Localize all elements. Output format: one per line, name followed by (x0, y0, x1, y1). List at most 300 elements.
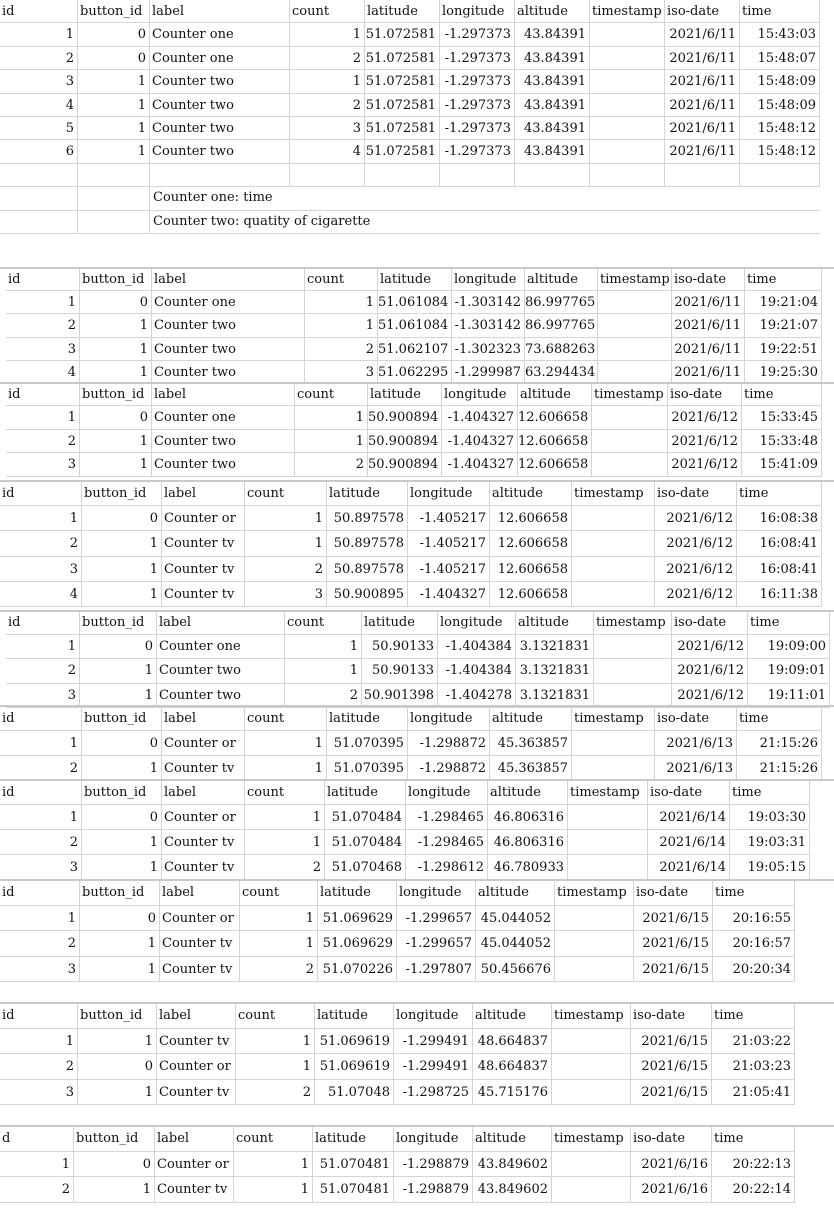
cell-label: Counter or (157, 1054, 236, 1080)
cell-longitude: -1.297373 (440, 140, 515, 163)
cell-timestamp (590, 47, 665, 70)
empty-cell (665, 187, 740, 210)
block-divider (0, 1002, 834, 1004)
empty-cell (665, 211, 740, 234)
cell-time: 15:43:03 (740, 23, 820, 46)
cell-button-id: 0 (82, 506, 162, 531)
table-header-row (0, 880, 834, 906)
header-label: label (157, 611, 285, 635)
cell-altitude: 43.84391 (515, 117, 590, 140)
table-row (0, 94, 834, 117)
header-altitude: altitude (518, 383, 592, 406)
cell-time: 15:48:07 (740, 47, 820, 70)
cell-timestamp (598, 314, 672, 337)
table-row (0, 531, 834, 556)
cell-button-id: 1 (80, 361, 152, 384)
cell-altitude: 12.606658 (518, 453, 592, 476)
cell-button-id: 0 (78, 23, 150, 46)
table-row (0, 635, 834, 659)
header-latitude: latitude (362, 611, 438, 635)
cell-label: Counter tv (157, 1080, 236, 1106)
cell-label: Counter two (150, 94, 290, 117)
block-divider (0, 779, 834, 781)
cell-timestamp (552, 1177, 631, 1203)
header-time: time (740, 0, 820, 23)
cell-altitude: 45.715176 (473, 1080, 552, 1106)
table-row (0, 453, 834, 476)
cell-button-id: 1 (78, 140, 150, 163)
table-header-row (0, 611, 834, 635)
table-row (0, 117, 834, 140)
cell-label: Counter tv (157, 1029, 236, 1055)
cell-longitude: -1.405217 (408, 531, 490, 556)
cell-button-id: 1 (82, 531, 162, 556)
table-header-row (0, 780, 834, 805)
cell-iso-date: 2021/6/12 (668, 453, 742, 476)
cell-latitude: 50.897578 (327, 557, 408, 582)
table-row (0, 855, 834, 880)
cell-latitude: 51.070395 (327, 731, 408, 756)
cell-latitude: 51.070484 (325, 805, 406, 830)
cell-timestamp (552, 1054, 631, 1080)
cell-iso-date: 2021/6/13 (655, 731, 737, 756)
cell-longitude: -1.299987 (452, 361, 525, 384)
cell-id: 2 (0, 531, 82, 556)
header-id: id (0, 706, 82, 731)
cell-label: Counter tv (162, 531, 245, 556)
table-row (0, 731, 834, 756)
header-longitude: longitude (397, 880, 476, 906)
header-iso-date: iso-date (655, 481, 737, 506)
block-divider (0, 480, 834, 482)
cell-longitude: -1.297373 (440, 117, 515, 140)
cell-iso-date: 2021/6/11 (665, 117, 740, 140)
cell-altitude: 43.84391 (515, 140, 590, 163)
cell-longitude: -1.298872 (408, 731, 490, 756)
header-latitude: latitude (327, 706, 408, 731)
header-latitude: latitude (368, 383, 442, 406)
header-timestamp: timestamp (568, 780, 648, 805)
cell-id: 4 (6, 361, 80, 384)
cell-altitude: 45.363857 (490, 756, 572, 781)
cell-label: Counter one (150, 23, 290, 46)
cell-button-id: 1 (80, 931, 160, 957)
header-latitude: latitude (313, 1126, 394, 1152)
header-latitude: latitude (315, 1003, 394, 1029)
cell-latitude: 51.062107 (378, 338, 452, 361)
cell-altitude: 48.664837 (473, 1054, 552, 1080)
table-row (0, 830, 834, 855)
cell-longitude: -1.298465 (406, 805, 488, 830)
empty-cell (590, 211, 665, 234)
header-altitude: altitude (473, 1003, 552, 1029)
cell-altitude: 43.849602 (473, 1177, 552, 1203)
cell-label: Counter tv (160, 957, 240, 983)
table-row (0, 557, 834, 582)
cell-latitude: 51.072581 (365, 23, 440, 46)
header-timestamp: timestamp (594, 611, 672, 635)
cell-latitude: 50.90133 (362, 659, 438, 683)
cell-id: 3 (0, 1080, 78, 1106)
header-id: id (0, 880, 80, 906)
cell-time: 15:48:12 (740, 140, 820, 163)
cell-iso-date: 2021/6/15 (631, 1054, 712, 1080)
empty-cell (78, 164, 150, 187)
cell-iso-date: 2021/6/12 (668, 406, 742, 429)
header-count: count (290, 0, 365, 23)
cell-altitude: 63.294434 (525, 361, 598, 384)
cell-time: 21:03:23 (712, 1054, 795, 1080)
cell-latitude: 51.069619 (315, 1029, 394, 1055)
cell-iso-date: 2021/6/12 (655, 506, 737, 531)
header-time: time (745, 268, 822, 291)
block-divider (0, 267, 834, 269)
cell-longitude: -1.298725 (394, 1080, 473, 1106)
cell-latitude: 51.072581 (365, 140, 440, 163)
cell-longitude: -1.404384 (438, 635, 516, 659)
cell-timestamp (568, 830, 648, 855)
header-iso-date: iso-date (631, 1003, 712, 1029)
cell-timestamp (572, 557, 655, 582)
header-altitude: altitude (473, 1126, 552, 1152)
cell-time: 20:20:34 (713, 957, 795, 983)
header-id: id (6, 268, 80, 291)
cell-count: 1 (236, 1029, 315, 1055)
cell-iso-date: 2021/6/15 (634, 957, 713, 983)
cell-timestamp (552, 1152, 631, 1178)
cell-label: Counter two (150, 70, 290, 93)
cell-id: 1 (0, 731, 82, 756)
cell-id: 2 (0, 1177, 74, 1203)
cell-latitude: 50.897578 (327, 531, 408, 556)
cell-timestamp (590, 70, 665, 93)
data-table-1 (0, 0, 834, 234)
table-row (0, 1152, 834, 1178)
cell-timestamp (572, 756, 655, 781)
cell-longitude: -1.299491 (394, 1029, 473, 1055)
header-id: id (0, 481, 82, 506)
cell-latitude: 51.069629 (318, 906, 397, 932)
cell-latitude: 50.900894 (368, 430, 442, 453)
cell-label: Counter or (162, 506, 245, 531)
cell-id: 1 (0, 805, 82, 830)
header-iso-date: iso-date (631, 1126, 712, 1152)
table-row (0, 314, 834, 337)
header-timestamp: timestamp (555, 880, 634, 906)
empty-cell (665, 164, 740, 187)
cell-count: 1 (245, 830, 325, 855)
cell-altitude: 43.84391 (515, 94, 590, 117)
cell-longitude: -1.297373 (440, 47, 515, 70)
cell-latitude: 51.070481 (313, 1177, 394, 1203)
header-button-id: button_id (74, 1126, 155, 1152)
cell-count: 2 (290, 94, 365, 117)
table-header-row (0, 481, 834, 506)
header-latitude: latitude (318, 880, 397, 906)
cell-button-id: 1 (82, 830, 162, 855)
cell-count: 1 (285, 635, 362, 659)
data-table-10 (0, 1126, 834, 1203)
cell-time: 15:33:48 (742, 430, 822, 453)
cell-iso-date: 2021/6/16 (631, 1177, 712, 1203)
cell-altitude: 3.1321831 (516, 684, 594, 708)
header-altitude: altitude (490, 706, 572, 731)
header-time: time (712, 1003, 795, 1029)
table-row (0, 931, 834, 957)
cell-count: 1 (245, 805, 325, 830)
header-latitude: latitude (365, 0, 440, 23)
cell-longitude: -1.297373 (440, 94, 515, 117)
table-header-row (0, 1003, 834, 1029)
empty-cell (440, 164, 515, 187)
cell-count: 1 (290, 70, 365, 93)
empty-cell (365, 211, 440, 234)
header-timestamp: timestamp (552, 1126, 631, 1152)
cell-time: 19:09:01 (748, 659, 830, 683)
cell-count: 1 (245, 506, 327, 531)
cell-button-id: 1 (80, 430, 152, 453)
cell-longitude: -1.299657 (397, 931, 476, 957)
header-timestamp: timestamp (572, 481, 655, 506)
cell-iso-date: 2021/6/12 (655, 531, 737, 556)
header-longitude: longitude (440, 0, 515, 23)
header-time: time (737, 706, 822, 731)
cell-iso-date: 2021/6/11 (672, 291, 745, 314)
cell-id: 3 (6, 684, 80, 708)
header-iso-date: iso-date (672, 611, 748, 635)
table-row (0, 70, 834, 93)
header-altitude: altitude (490, 481, 572, 506)
cell-count: 1 (285, 659, 362, 683)
cell-iso-date: 2021/6/14 (648, 830, 730, 855)
cell-count: 1 (295, 406, 368, 429)
cell-button-id: 0 (82, 731, 162, 756)
data-table-3 (0, 383, 834, 477)
cell-longitude: -1.404327 (442, 430, 518, 453)
cell-latitude: 51.062295 (378, 361, 452, 384)
cell-latitude: 50.900894 (368, 406, 442, 429)
cell-count: 1 (236, 1054, 315, 1080)
header-button-id: button_id (80, 880, 160, 906)
cell-altitude: 12.606658 (490, 557, 572, 582)
table-header-row (0, 383, 834, 406)
cell-label: Counter or (160, 906, 240, 932)
cell-longitude: -1.297807 (397, 957, 476, 983)
empty-cell (440, 187, 515, 210)
cell-longitude: -1.302323 (452, 338, 525, 361)
cell-id: 5 (0, 117, 78, 140)
empty-cell (365, 164, 440, 187)
cell-longitude: -1.299657 (397, 906, 476, 932)
cell-label: Counter one (152, 406, 295, 429)
empty-cell (515, 164, 590, 187)
cell-label: Counter two (150, 140, 290, 163)
cell-latitude: 50.901398 (362, 684, 438, 708)
header-count: count (234, 1126, 313, 1152)
table-row (0, 361, 834, 384)
cell-timestamp (598, 338, 672, 361)
cell-altitude: 12.606658 (490, 531, 572, 556)
header-label: label (162, 481, 245, 506)
cell-id: 3 (0, 855, 82, 880)
cell-time: 16:08:41 (737, 557, 822, 582)
header-time: time (730, 780, 810, 805)
data-table-8 (0, 880, 834, 982)
cell-iso-date: 2021/6/12 (655, 582, 737, 607)
cell-iso-date: 2021/6/12 (672, 635, 748, 659)
cell-timestamp (594, 635, 672, 659)
header-time: time (748, 611, 830, 635)
cell-button-id: 1 (82, 582, 162, 607)
cell-longitude: -1.297373 (440, 23, 515, 46)
header-longitude: longitude (394, 1003, 473, 1029)
table-row (0, 906, 834, 932)
cell-count: 1 (240, 906, 318, 932)
cell-button-id: 1 (78, 94, 150, 117)
cell-altitude: 43.84391 (515, 47, 590, 70)
header-count: count (236, 1003, 315, 1029)
table-row (0, 756, 834, 781)
cell-longitude: -1.298465 (406, 830, 488, 855)
cell-altitude: 12.606658 (490, 582, 572, 607)
header-time: time (737, 481, 822, 506)
cell-label: Counter two (152, 430, 295, 453)
cell-button-id: 0 (80, 635, 157, 659)
empty-cell (590, 187, 665, 210)
cell-timestamp (555, 957, 634, 983)
cell-altitude: 86.997765 (525, 291, 598, 314)
cell-count: 1 (295, 430, 368, 453)
cell-latitude: 51.072581 (365, 94, 440, 117)
header-latitude: latitude (327, 481, 408, 506)
cell-iso-date: 2021/6/11 (665, 94, 740, 117)
header-label: label (162, 780, 245, 805)
cell-count: 2 (295, 453, 368, 476)
header-label: label (152, 383, 295, 406)
cell-iso-date: 2021/6/16 (631, 1152, 712, 1178)
cell-label: Counter one (150, 47, 290, 70)
header-iso-date: iso-date (655, 706, 737, 731)
cell-altitude: 73.688263 (525, 338, 598, 361)
cell-timestamp (572, 582, 655, 607)
cell-time: 20:22:13 (712, 1152, 795, 1178)
cell-id: 4 (0, 94, 78, 117)
header-iso-date: iso-date (668, 383, 742, 406)
cell-latitude: 51.070468 (325, 855, 406, 880)
cell-label: Counter tv (162, 830, 245, 855)
header-altitude: altitude (515, 0, 590, 23)
header-label: label (150, 0, 290, 23)
table-row (0, 1029, 834, 1055)
header-timestamp: timestamp (552, 1003, 631, 1029)
header-longitude: longitude (408, 706, 490, 731)
cell-latitude: 51.061084 (378, 314, 452, 337)
cell-time: 21:15:26 (737, 731, 822, 756)
cell-time: 20:16:55 (713, 906, 795, 932)
empty-cell (440, 211, 515, 234)
cell-id: 1 (0, 506, 82, 531)
cell-button-id: 0 (80, 406, 152, 429)
cell-altitude: 3.1321831 (516, 659, 594, 683)
cell-id: 2 (0, 1054, 78, 1080)
cell-label: Counter or (162, 731, 245, 756)
empty-cell (0, 211, 78, 234)
cell-altitude: 45.363857 (490, 731, 572, 756)
table-row (0, 140, 834, 163)
cell-time: 15:33:45 (742, 406, 822, 429)
cell-longitude: -1.298879 (394, 1177, 473, 1203)
empty-cell (365, 187, 440, 210)
cell-button-id: 1 (78, 1029, 157, 1055)
cell-count: 2 (290, 47, 365, 70)
cell-altitude: 12.606658 (490, 506, 572, 531)
cell-time: 16:08:38 (737, 506, 822, 531)
header-count: count (240, 880, 318, 906)
empty-cell (740, 164, 820, 187)
cell-time: 20:16:57 (713, 931, 795, 957)
block-divider (0, 705, 834, 707)
empty-cell (515, 187, 590, 210)
empty-row (0, 164, 834, 187)
cell-altitude: 43.84391 (515, 23, 590, 46)
cell-latitude: 51.070481 (313, 1152, 394, 1178)
cell-timestamp (592, 453, 668, 476)
header-longitude: longitude (408, 481, 490, 506)
header-time: time (713, 880, 795, 906)
cell-count: 1 (240, 931, 318, 957)
cell-iso-date: 2021/6/14 (648, 805, 730, 830)
cell-button-id: 0 (74, 1152, 155, 1178)
table-row (0, 338, 834, 361)
cell-label: Counter tv (162, 756, 245, 781)
cell-altitude: 50.456676 (476, 957, 555, 983)
cell-label: Counter one (152, 291, 305, 314)
header-button-id: button_id (78, 0, 150, 23)
cell-button-id: 1 (80, 659, 157, 683)
cell-longitude: -1.405217 (408, 506, 490, 531)
cell-id: 2 (6, 314, 80, 337)
cell-time: 21:15:26 (737, 756, 822, 781)
cell-latitude: 51.069619 (315, 1054, 394, 1080)
header-longitude: longitude (394, 1126, 473, 1152)
cell-button-id: 1 (80, 957, 160, 983)
cell-time: 15:48:12 (740, 117, 820, 140)
cell-id: 1 (6, 635, 80, 659)
cell-time: 19:22:51 (745, 338, 822, 361)
header-longitude: longitude (442, 383, 518, 406)
cell-latitude: 51.072581 (365, 47, 440, 70)
cell-timestamp (552, 1029, 631, 1055)
empty-cell (740, 187, 820, 210)
cell-longitude: -1.404327 (442, 406, 518, 429)
cell-label: Counter two (152, 314, 305, 337)
cell-longitude: -1.298872 (408, 756, 490, 781)
note-text: Counter two: quatity of cigarette (153, 213, 371, 229)
cell-time: 15:48:09 (740, 94, 820, 117)
cell-iso-date: 2021/6/11 (665, 70, 740, 93)
header-button-id: button_id (78, 1003, 157, 1029)
header-button-id: button_id (82, 481, 162, 506)
table-row (0, 47, 834, 70)
empty-cell (590, 164, 665, 187)
cell-timestamp (590, 94, 665, 117)
block-divider (0, 610, 834, 612)
cell-time: 19:11:01 (748, 684, 830, 708)
cell-id: 2 (0, 830, 82, 855)
cell-label: Counter two (152, 453, 295, 476)
cell-id: 1 (0, 1152, 74, 1178)
cell-longitude: -1.404327 (408, 582, 490, 607)
